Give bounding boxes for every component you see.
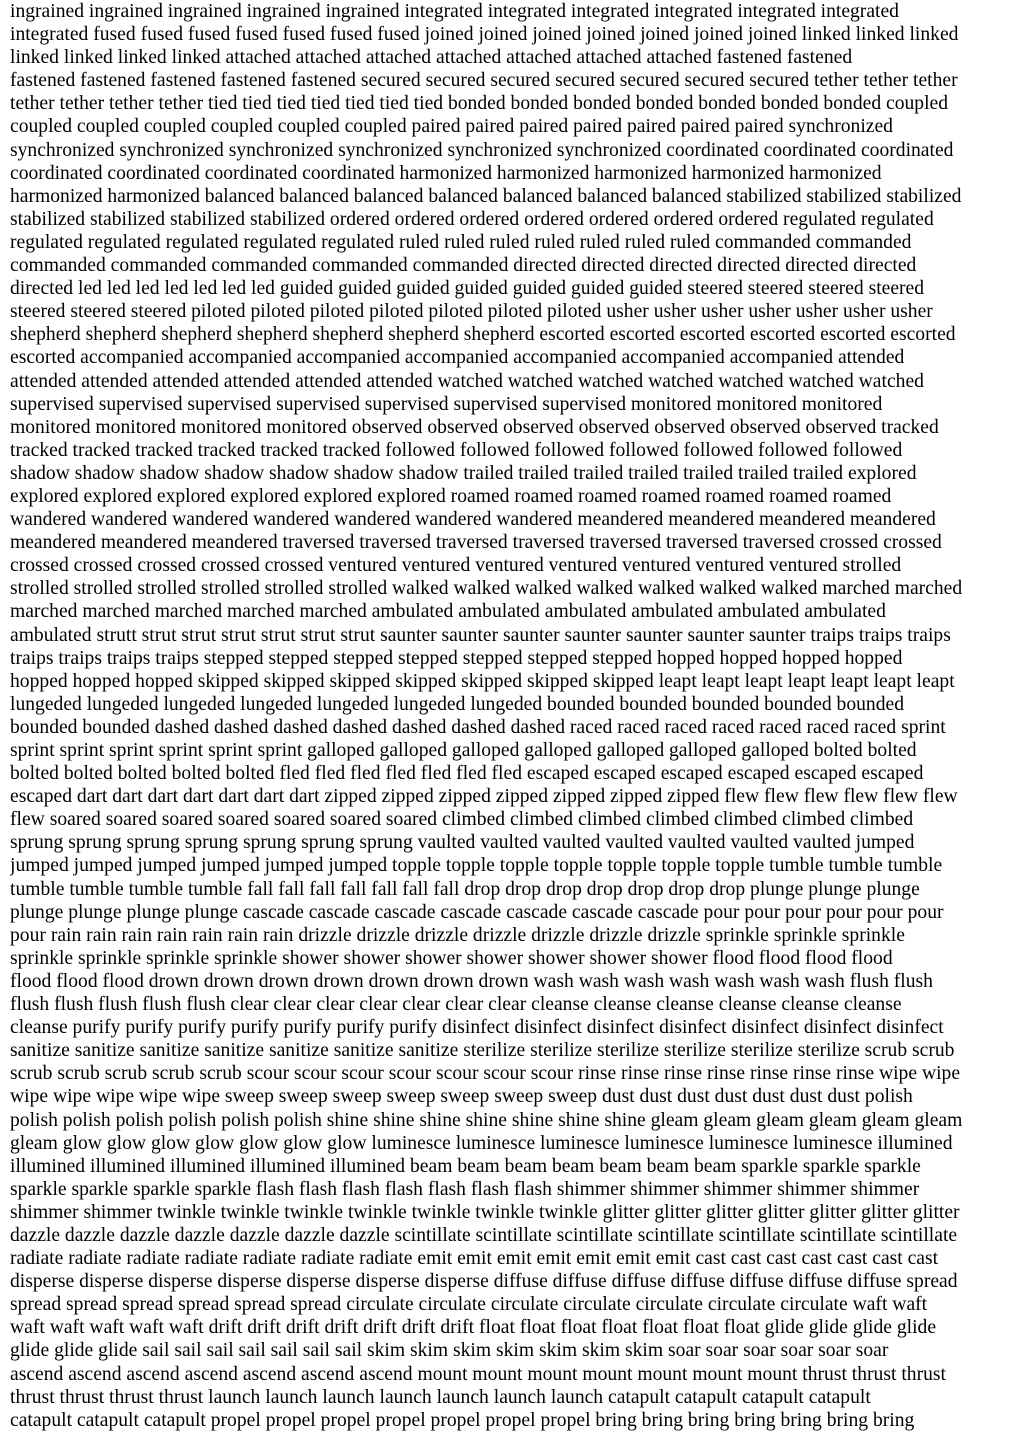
text-line: bolted bolted bolted bolted bolted fled fled fled fled fled fled fled escaped escaped escaped escaped escaped escaped — [10, 763, 924, 785]
text-line: stabilized stabilized stabilized stabilized ordered ordered ordered ordered ordered ordered ordered regulated regulated — [10, 208, 934, 230]
text-line: commanded commanded commanded commanded commanded directed directed directed directed directed directed — [10, 255, 917, 277]
text-line: lungeded lungeded lungeded lungeded lungeded lungeded lungeded bounded bounded bounded bounded bounded — [10, 693, 905, 715]
text-line: wipe wipe wipe wipe wipe sweep sweep sweep sweep sweep sweep sweep dust dust dust dust dust dust dust polish — [10, 1086, 913, 1108]
text-line: wandered wandered wandered wandered wandered wandered wandered meandered meandered meandered meandered — [10, 509, 936, 531]
text-line: bounded bounded dashed dashed dashed dashed dashed dashed dashed raced raced raced raced raced raced raced sprint — [10, 716, 946, 738]
text-line: explored explored explored explored explored explored roamed roamed roamed roamed roamed roamed roamed — [10, 485, 892, 507]
text-line: cleanse purify purify purify purify purify purify purify disinfect disinfect disinfect disinfect disinfect disinfect disinfect — [10, 1017, 944, 1039]
text-line: thrust thrust thrust thrust launch launch launch launch launch launch launch catapult catapult catapult catapult — [10, 1386, 871, 1408]
text-line: harmonized harmonized balanced balanced balanced balanced balanced balanced balanced stabilized stabilized stabilized — [10, 185, 962, 207]
text-line: fastened fastened fastened fastened fastened secured secured secured secured secured secured secured tether tether tether — [10, 70, 958, 92]
text-line: flush flush flush flush flush clear clear clear clear clear clear clear cleanse cleanse cleanse cleanse cleanse cleanse — [10, 994, 902, 1016]
text-line: traips traips traips traips stepped stepped stepped stepped stepped stepped stepped hopped hopped hopped hopped — [10, 647, 903, 669]
text-line: marched marched marched marched marched ambulated ambulated ambulated ambulated ambulated ambulated — [10, 601, 886, 623]
text-line: attended attended attended attended attended attended watched watched watched watched watched watched watched — [10, 370, 924, 392]
text-line: supervised supervised supervised supervised supervised supervised supervised monitored monitored monitored — [10, 393, 883, 415]
text-line: linked linked linked linked attached attached attached attached attached attached attached fastened fastened — [10, 47, 853, 69]
text-line: ascend ascend ascend ascend ascend ascend ascend mount mount mount mount mount mount mount thrust thrust thrust — [10, 1363, 946, 1385]
text-line: directed led led led led led led led guided guided guided guided guided guided guided steered steered steered steered — [10, 278, 925, 300]
text-line: coupled coupled coupled coupled coupled coupled paired paired paired paired paired paired paired synchronized — [10, 116, 893, 138]
text-line: strolled strolled strolled strolled strolled strolled walked walked walked walked walked walked walked marched marched — [10, 578, 963, 600]
text-line: sparkle sparkle sparkle sparkle flash flash flash flash flash flash flash shimmer shimmer shimmer shimmer shimmer — [10, 1178, 920, 1200]
text-line: monitored monitored monitored monitored observed observed observed observed observed observed observed tracked — [10, 416, 939, 438]
text-line: tether tether tether tether tied tied tied tied tied tied tied bonded bonded bonded bonded bonded bonded bonded coupled — [10, 93, 949, 115]
text-line: radiate radiate radiate radiate radiate radiate radiate emit emit emit emit emit emit emit cast cast cast cast cast cast cast — [10, 1248, 939, 1270]
text-line: sprint sprint sprint sprint sprint sprint galloped galloped galloped galloped galloped galloped galloped bolted bolted — [10, 740, 917, 761]
text-line: dazzle dazzle dazzle dazzle dazzle dazzle dazzle scintillate scintillate scintillate scintillate scintillate scintillate scintillate — [10, 1224, 958, 1246]
text-line: escaped dart dart dart dart dart dart dart zipped zipped zipped zipped zipped zipped zipped flew flew flew flew flew flew — [10, 786, 958, 808]
text-line: shimmer shimmer twinkle twinkle twinkle twinkle twinkle twinkle twinkle glitter glitter glitter glitter glitter glitter glitter — [10, 1201, 960, 1223]
text-line: plunge plunge plunge plunge cascade cascade cascade cascade cascade cascade cascade pour pour pour pour pour pour — [10, 901, 944, 923]
text-line: glide glide glide sail sail sail sail sail sail sail skim skim skim skim skim skim skim soar soar soar soar soar soar — [10, 1340, 889, 1362]
text-line: hopped hopped hopped skipped skipped skipped skipped skipped skipped skipped leapt leapt leapt leapt leapt leapt leapt — [10, 670, 955, 692]
text-line: integrated fused fused fused fused fused fused fused joined joined joined joined joined joined joined linked linked linked — [10, 24, 959, 46]
text-line: spread spread spread spread spread spread circulate circulate circulate circulate circulate circulate circulate waft waft — [10, 1294, 928, 1316]
text-line: regulated regulated regulated regulated regulated ruled ruled ruled ruled ruled ruled ruled commanded commanded — [10, 231, 912, 253]
text-line: coordinated coordinated coordinated coordinated harmonized harmonized harmonized harmonized harmonized — [10, 162, 882, 184]
text-line: tracked tracked tracked tracked tracked tracked followed followed followed followed followed followed followed — [10, 439, 903, 461]
text-line: scrub scrub scrub scrub scrub scour scour scour scour scour scour scour rinse rinse rinse rinse rinse rinse rinse wipe wipe — [10, 1063, 961, 1085]
text-line: steered steered steered piloted piloted piloted piloted piloted piloted piloted usher usher usher usher usher usher usher — [10, 301, 933, 323]
text-line: illumined illumined illumined illumined illumined beam beam beam beam beam beam beam sparkle sparkle sparkle — [10, 1155, 921, 1177]
text-line: pour rain rain rain rain rain rain rain drizzle drizzle drizzle drizzle drizzle drizzle drizzle sprinkle sprinkle sprinkle — [10, 924, 905, 946]
text-line: flood flood flood drown drown drown drown drown drown drown wash wash wash wash wash wash wash flush flush — [10, 970, 933, 992]
text-line: disperse disperse disperse disperse disperse disperse disperse diffuse diffuse diffuse diffuse diffuse diffuse diffuse spread — [10, 1271, 958, 1293]
text-line: polish polish polish polish polish polish shine shine shine shine shine shine shine gleam gleam gleam gleam gleam gleam — [10, 1109, 963, 1131]
text-line: ingrained ingrained ingrained ingrained ingrained integrated integrated integrated integrated integrated integrated — [10, 1, 899, 22]
text-line: gleam glow glow glow glow glow glow glow luminesce luminesce luminesce luminesce luminesce luminesce illumined — [10, 1132, 953, 1154]
text-line: sprinkle sprinkle sprinkle sprinkle shower shower shower shower shower shower shower flood flood flood flood — [10, 947, 893, 969]
text-line: catapult catapult catapult propel propel propel propel propel propel propel bring bring bring bring bring bring bring — [10, 1409, 915, 1431]
text-line: sprung sprung sprung sprung sprung sprung sprung vaulted vaulted vaulted vaulted vaulted vaulted vaulted jumped — [10, 832, 915, 854]
text-line: escorted accompanied accompanied accompanied accompanied accompanied accompanied accompanied attended — [10, 347, 905, 369]
text-line: tumble tumble tumble tumble fall fall fall fall fall fall fall drop drop drop drop drop drop drop plunge plunge plunge — [10, 878, 920, 900]
text-line: waft waft waft waft waft drift drift drift drift drift drift drift float float float float float float float glide glide glide glide — [10, 1317, 937, 1339]
text-line: meandered meandered meandered traversed traversed traversed traversed traversed traversed traversed crossed crossed — [10, 532, 942, 554]
text-line: shadow shadow shadow shadow shadow shadow shadow trailed trailed trailed trailed trailed trailed trailed explored — [10, 462, 917, 484]
text-line: synchronized synchronized synchronized synchronized synchronized synchronized coordinated coordinated coordinated — [10, 139, 954, 161]
text-line: flew soared soared soared soared soared soared soared climbed climbed climbed climbed climbed climbed climbed — [10, 809, 914, 831]
text-line: crossed crossed crossed crossed crossed ventured ventured ventured ventured ventured ventured ventured strolled — [10, 555, 902, 577]
text-line: jumped jumped jumped jumped jumped jumped topple topple topple topple topple topple topple tumble tumble tumble — [10, 855, 943, 877]
text-line: shepherd shepherd shepherd shepherd shepherd shepherd shepherd escorted escorted escorted escorted escorted escorted — [10, 324, 956, 346]
text-line: sanitize sanitize sanitize sanitize sanitize sanitize sanitize sterilize sterilize sterilize sterilize sterilize sterilize scrub scrub — [10, 1040, 955, 1062]
text-line: ambulated strutt strut strut strut strut strut strut saunter saunter saunter saunter saunter saunter saunter traips traips traips — [10, 624, 951, 646]
